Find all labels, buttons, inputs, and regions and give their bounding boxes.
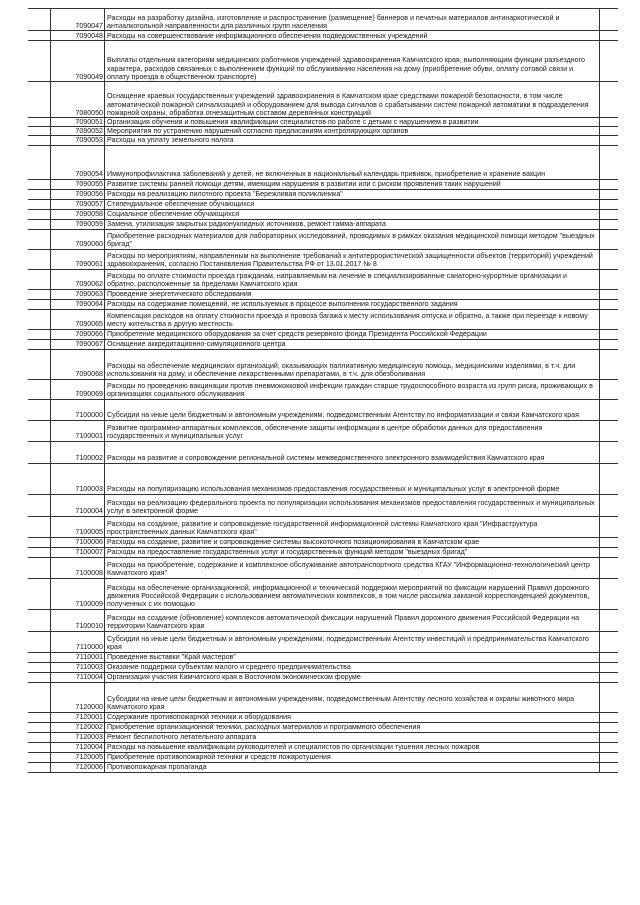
description-cell: Компенсация расходов на оплату стоимости проезда и провоза багажа к месту использования отпуска и обратно, а также при переезде к новому месту жительства в другую местность [105, 309, 600, 329]
empty-cell [28, 547, 51, 557]
empty-cell [600, 9, 619, 31]
code-cell: 7090057 [51, 199, 105, 209]
code-cell: 7090056 [51, 189, 105, 199]
empty-cell [600, 609, 619, 631]
table-row [28, 127, 618, 136]
code-cell: 7110003 [51, 662, 105, 672]
description-cell: Расходы на реализацию пилотного проекта "Бережливая поликлиника" [105, 189, 600, 199]
empty-cell [600, 145, 619, 179]
empty-cell [28, 752, 51, 762]
description-cell: Расходы на содержание помещений, не используемых в процессе выполнения государственного задания [105, 299, 600, 309]
empty-cell [600, 379, 619, 399]
description-cell: Субсидии на иные цели бюджетным и автономным учреждениям, подведомственным Агентству по информатизации и связи Камчатского края [105, 399, 600, 420]
empty-cell [28, 379, 51, 399]
empty-cell [600, 752, 619, 762]
empty-cell [600, 732, 619, 742]
description-cell: Оказание поддержки субъектам малого и среднего предпринимательства [105, 662, 600, 672]
code-cell: 7090066 [51, 329, 105, 339]
code-cell: 7090062 [51, 269, 105, 289]
empty-cell [600, 136, 619, 145]
code-cell: 7090069 [51, 379, 105, 399]
code-cell: 7090060 [51, 229, 105, 249]
empty-cell [28, 742, 51, 752]
empty-cell [600, 516, 619, 537]
empty-cell [28, 516, 51, 537]
empty-cell [600, 269, 619, 289]
code-cell: 7090051 [51, 118, 105, 127]
description-cell: Субсидии на иные цели бюджетным и автономным учреждениям, подведомственным Агентству лесного хозяйства и охраны животного мира Камчатского края [105, 682, 600, 712]
budget-codes-table [28, 8, 618, 773]
empty-cell [600, 41, 619, 82]
empty-cell [600, 349, 619, 379]
table-row [28, 537, 618, 547]
table-row [28, 662, 618, 672]
empty-cell [28, 732, 51, 742]
empty-cell [28, 722, 51, 732]
empty-cell [600, 578, 619, 609]
table-row [28, 672, 618, 682]
empty-cell [28, 537, 51, 547]
description-cell: Расходы на повышение квалификации руководителей и специалистов по организации тушения лесных пожаров [105, 742, 600, 752]
empty-cell [28, 269, 51, 289]
empty-cell [28, 631, 51, 652]
description-cell: Расходы на создание, развитие и сопровождение системы высокоточного позиционирования в Камчатском крае [105, 537, 600, 547]
empty-cell [28, 209, 51, 219]
empty-cell [28, 179, 51, 189]
code-cell: 7090052 [51, 127, 105, 136]
table-row [28, 578, 618, 609]
empty-cell [28, 652, 51, 662]
description-cell: Расходы на создание, развитие и сопровождение государственной информационной системы Камчатского края "Инфраструктура пространственных данных Камчатского края" [105, 516, 600, 537]
code-cell: 7110004 [51, 672, 105, 682]
table-row [28, 299, 618, 309]
code-cell: 7100009 [51, 578, 105, 609]
table-row [28, 249, 618, 269]
empty-cell [28, 712, 51, 722]
table-row [28, 463, 618, 494]
table-row [28, 179, 618, 189]
table-row [28, 189, 618, 199]
description-cell: Расходы по оплате стоимости проезда гражданам, направляемым на лечение в специализированные санаторно-курортные организации и обратно, расположенные за пределами Камчатского края [105, 269, 600, 289]
empty-cell [600, 631, 619, 652]
description-cell: Оснащение аккредитационно-симуляционного центра [105, 339, 600, 349]
description-cell: Приобретение медицинского оборудования за счет средств резервного фонда Президента Российской Федерации [105, 329, 600, 339]
table-row [28, 229, 618, 249]
empty-cell [28, 329, 51, 339]
code-cell: 7090055 [51, 179, 105, 189]
table-row [28, 219, 618, 229]
code-cell: 7120004 [51, 742, 105, 752]
empty-cell [28, 136, 51, 145]
code-cell: 7090053 [51, 136, 105, 145]
empty-cell [28, 662, 51, 672]
empty-cell [600, 399, 619, 420]
empty-cell [28, 229, 51, 249]
description-cell: Расходы на уплату земельного налога [105, 136, 600, 145]
empty-cell [28, 189, 51, 199]
empty-cell [600, 329, 619, 339]
table-row [28, 339, 618, 349]
description-cell: Мероприятия по устранению нарушений согласно предписаниям контролирующих органов [105, 127, 600, 136]
description-cell: Развитие программно-аппаратных комплексов, обеспечение защиты информации в центре обработки данных для предоставления государственных и муниципальных услуг [105, 420, 600, 441]
empty-cell [600, 127, 619, 136]
code-cell: 7090064 [51, 299, 105, 309]
table-row [28, 145, 618, 179]
empty-cell [600, 189, 619, 199]
code-cell: 7100000 [51, 399, 105, 420]
empty-cell [28, 441, 51, 463]
description-cell: Оснащение краевых государственных учреждений здравоохранения в Камчатском крае средствами пожарной безопасности, в том числе автоматической пожарной сигнализацией и оборудованием для вывода сигналов о срабатывании систем пожарной автоматики в подразделения пожарной охраны, обработка огнезащитным составом деревянных конструкций [105, 82, 600, 118]
code-cell: 7090068 [51, 349, 105, 379]
code-cell: 7120003 [51, 732, 105, 742]
table-body [28, 9, 618, 773]
empty-cell [28, 41, 51, 82]
code-cell: 7090049 [51, 41, 105, 82]
code-cell: 7100006 [51, 537, 105, 547]
empty-cell [28, 494, 51, 516]
table-row [28, 752, 618, 762]
table-row [28, 309, 618, 329]
code-cell: 7120005 [51, 752, 105, 762]
empty-cell [28, 82, 51, 118]
description-cell: Замена, утилизация закрытых радионуклидных источников, ремонт гамма-аппарата [105, 219, 600, 229]
description-cell: Содержание противопожарной техники и оборудования [105, 712, 600, 722]
table-row [28, 631, 618, 652]
table-row [28, 722, 618, 732]
empty-cell [28, 682, 51, 712]
code-cell: 7090048 [51, 31, 105, 41]
table-row [28, 762, 618, 772]
empty-cell [600, 762, 619, 772]
code-cell: 7090058 [51, 209, 105, 219]
code-cell: 7080050 [51, 82, 105, 118]
table-row [28, 516, 618, 537]
table-row [28, 441, 618, 463]
empty-cell [28, 31, 51, 41]
code-cell: 7100010 [51, 609, 105, 631]
table-row [28, 682, 618, 712]
empty-cell [600, 547, 619, 557]
code-cell: 7120002 [51, 722, 105, 732]
empty-cell [600, 662, 619, 672]
description-cell: Расходы на развитие и сопровождение региональной системы межведомственного электронного взаимодействия Камчатского края [105, 441, 600, 463]
empty-cell [28, 463, 51, 494]
code-cell: 7100004 [51, 494, 105, 516]
empty-cell [600, 537, 619, 547]
empty-cell [600, 742, 619, 752]
empty-cell [28, 199, 51, 209]
code-cell: 7090067 [51, 339, 105, 349]
empty-cell [600, 494, 619, 516]
empty-cell [600, 249, 619, 269]
code-cell: 7120006 [51, 762, 105, 772]
empty-cell [600, 557, 619, 578]
code-cell: 7100007 [51, 547, 105, 557]
code-cell: 7090054 [51, 145, 105, 179]
table-row [28, 82, 618, 118]
code-cell: 7090065 [51, 309, 105, 329]
code-cell: 7100005 [51, 516, 105, 537]
table-row [28, 609, 618, 631]
table-row [28, 329, 618, 339]
description-cell: Расходы на популяризацию использования механизмов предоставления государственных и муниципальных услуг в электронной форме [105, 463, 600, 494]
empty-cell [28, 762, 51, 772]
empty-cell [600, 722, 619, 732]
description-cell: Развитие системы ранней помощи детям, имеющим нарушения в развитии или с риском проявления таких нарушений [105, 179, 600, 189]
empty-cell [28, 249, 51, 269]
empty-cell [28, 309, 51, 329]
description-cell: Иммунопрофилактика заболеваний у детей, не включенных в национальный календарь прививок, приобретение и хранение вакцин [105, 145, 600, 179]
empty-cell [600, 712, 619, 722]
description-cell: Расходы на обеспечение организационной, информационной и технической поддержки мероприятий по фиксации нарушений Правил дорожного движения Российской Федерации с использованием автоматических комплексов, в том числе рассылка заказной корреспонденцией документов, полученных с их помощью [105, 578, 600, 609]
empty-cell [600, 672, 619, 682]
code-cell: 7100008 [51, 557, 105, 578]
description-cell: Субсидии на иные цели бюджетным и автономным учреждениям, подведомственным Агентству инвестиций и предпринимательства Камчатского края [105, 631, 600, 652]
empty-cell [600, 118, 619, 127]
description-cell: Проведение энергетического обследования [105, 289, 600, 299]
table-row [28, 557, 618, 578]
description-cell: Противопожарная пропаганда [105, 762, 600, 772]
table-row [28, 742, 618, 752]
description-cell: Организация обучения и повышения квалификации специалистов по работе с детьми с нарушением в развитии [105, 118, 600, 127]
empty-cell [28, 420, 51, 441]
table-row [28, 41, 618, 82]
description-cell: Социальное обеспечение обучающихся [105, 209, 600, 219]
description-cell: Ремонт беспилотного летательного аппарата [105, 732, 600, 742]
description-cell: Приобретение организационной техники, расходных материалов и программного обеспечения [105, 722, 600, 732]
description-cell: Расходы на приобретение, содержание и комплексное обслуживание автотранспортного средства КГАУ "Информационно-технологический центр Камчатского края" [105, 557, 600, 578]
empty-cell [600, 209, 619, 219]
empty-cell [600, 441, 619, 463]
code-cell: 7120000 [51, 682, 105, 712]
description-cell: Выплаты отдельным категориям медицинских работников учреждений здравоохранения Камчатского края, выполняющим функции разъездного характера, расходов связанных с выполнением функций по обслуживанию населения на дому (приобретение обуви, оплату сотовой связи и оплату проезда в общественном транспорте) [105, 41, 600, 82]
empty-cell [600, 179, 619, 189]
empty-cell [28, 299, 51, 309]
description-cell: Расходы на совершенствование информационного обеспечения подведомственных учреждений [105, 31, 600, 41]
empty-cell [28, 9, 51, 31]
empty-cell [600, 229, 619, 249]
table-row [28, 9, 618, 31]
description-cell: Расходы по проведению вакцинации против пневмококковой инфекции граждан старше трудоспособного возраста из групп риска, проживающих в организациях социального обслуживания [105, 379, 600, 399]
table-row [28, 379, 618, 399]
empty-cell [28, 127, 51, 136]
empty-cell [28, 219, 51, 229]
table-row [28, 136, 618, 145]
description-cell: Расходы на разработку дизайна, изготовление и распространение (размещение) баннеров и печатных материалов антинаркотической и антиалкогольной направленности для различных групп населения [105, 9, 600, 31]
empty-cell [600, 82, 619, 118]
code-cell: 7090047 [51, 9, 105, 31]
description-cell: Стипендиальное обеспечение обучающихся [105, 199, 600, 209]
empty-cell [28, 557, 51, 578]
code-cell: 7100003 [51, 463, 105, 494]
description-cell: Расходы на обеспечение медицинских организаций, оказывающих паллиативную медицинскую помощь, медицинскими изделиями, в т.ч. для использования на дому, и обеспечение лекарственными препаратами, в т.ч. для обезболивания [105, 349, 600, 379]
empty-cell [28, 339, 51, 349]
code-cell: 7100001 [51, 420, 105, 441]
empty-cell [600, 652, 619, 662]
empty-cell [28, 672, 51, 682]
table-row [28, 349, 618, 379]
table-row [28, 732, 618, 742]
table-row [28, 118, 618, 127]
description-cell: Расходы на реализацию федерального проекта по популяризации использования механизмов предоставления государственных и муниципальных услуг в электронной форме [105, 494, 600, 516]
empty-cell [600, 219, 619, 229]
table-row [28, 399, 618, 420]
code-cell: 7110000 [51, 631, 105, 652]
description-cell: Приобретение противопожарной техники и средств пожаротушения [105, 752, 600, 762]
empty-cell [600, 309, 619, 329]
empty-cell [600, 682, 619, 712]
description-cell: Проведение выставки "Край мастеров" [105, 652, 600, 662]
empty-cell [28, 399, 51, 420]
table-row [28, 652, 618, 662]
empty-cell [28, 578, 51, 609]
empty-cell [28, 118, 51, 127]
empty-cell [600, 339, 619, 349]
description-cell: Расходы по мероприятиям, направленным на выполнение требований к антитеррористической защищенности объектов (территорий) учреждений здравоохранения, согласно Постановления Правительства РФ от 13.01.2017 № 8 [105, 249, 600, 269]
description-cell: Приобретение расходных материалов для лабораторных исследований, проводимых в рамках оказания медицинской помощи методом "выездных бригад" [105, 229, 600, 249]
table-row [28, 209, 618, 219]
empty-cell [600, 463, 619, 494]
table-row [28, 494, 618, 516]
code-cell: 7090059 [51, 219, 105, 229]
code-cell: 7100002 [51, 441, 105, 463]
empty-cell [600, 199, 619, 209]
table-row [28, 420, 618, 441]
table-row [28, 199, 618, 209]
table-row [28, 269, 618, 289]
table-row [28, 712, 618, 722]
empty-cell [600, 289, 619, 299]
table-row [28, 547, 618, 557]
code-cell: 7120001 [51, 712, 105, 722]
code-cell: 7090061 [51, 249, 105, 269]
table-row [28, 31, 618, 41]
empty-cell [28, 349, 51, 379]
empty-cell [28, 609, 51, 631]
code-cell: 7110001 [51, 652, 105, 662]
empty-cell [600, 420, 619, 441]
empty-cell [28, 289, 51, 299]
code-cell: 7090063 [51, 289, 105, 299]
description-cell: Организация участия Камчатского края в Восточном экономическом форуме [105, 672, 600, 682]
empty-cell [600, 299, 619, 309]
empty-cell [600, 31, 619, 41]
description-cell: Расходы на предоставление государственных услуг и государственных функций методом "выездных бригад" [105, 547, 600, 557]
empty-cell [28, 145, 51, 179]
table-row [28, 289, 618, 299]
description-cell: Расходы на создание (обновление) комплексов автоматической фиксации нарушений Правил дорожного движения Российской Федерации на территории Камчатского края [105, 609, 600, 631]
